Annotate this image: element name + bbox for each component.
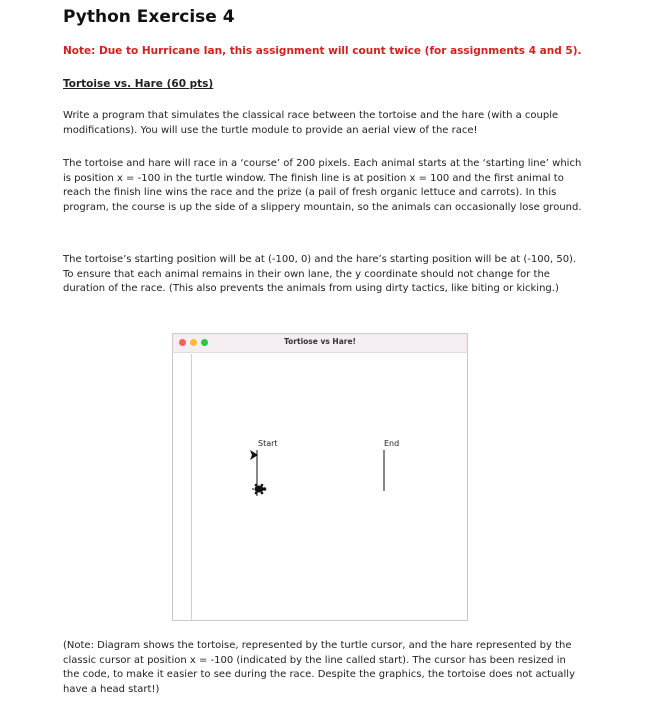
turtle-window — [172, 333, 468, 621]
end-label: End — [384, 439, 400, 448]
race-drawing — [192, 354, 468, 620]
diagram-note-paragraph: (Note: Diagram shows the tortoise, represented by the turtle cursor, and the hare represented by the classic cursor at position x = -100 (indicated by the line called start). The cursor has been resized in the code, to make it easier to see during the race. Despite the graphics, the tortoise does not actually have a head start!) — [63, 640, 575, 695]
window-titlebar — [173, 334, 467, 353]
start-label: Start — [258, 439, 278, 448]
intro-paragraph: Write a program that simulates the classical race between the tortoise and the hare (with a couple modifications). You will use the turtle module to provide an aerial view of the race! — [63, 110, 559, 136]
hurricane-note: Note: Due to Hurricane Ian, this assignment will count twice (for assignments 4 and 5). — [63, 45, 582, 57]
window-title: Tortiose vs Hare! — [284, 337, 356, 346]
positions-paragraph: The tortoise’s starting position will be at (-100, 0) and the hare’s starting position will be at (-100, 50). To ensure that each animal remains in their own lane, the y coordinate should not change for the duration of the race. (This also prevents the animals from using dirty tactics, like biting or kicking.) — [63, 254, 577, 294]
turtle-canvas — [191, 354, 468, 620]
section-heading: Tortoise vs. Hare (60 pts) — [63, 78, 214, 90]
tortoise-turtle-icon — [252, 484, 266, 495]
page-title: Python Exercise 4 — [63, 7, 235, 27]
course-paragraph: The tortoise and hare will race in a ‘course’ of 200 pixels. Each animal starts at the ‘starting line’ which is position x = -100 in the turtle window. The finish line is at position x = 100 and the first animal to reach the finish line wins the race and the prize (a pail of fresh organic lettuce and carrots). In this program, the course is up the side of a slippery mountain, so the animals can occasionally lose ground. — [63, 158, 582, 213]
